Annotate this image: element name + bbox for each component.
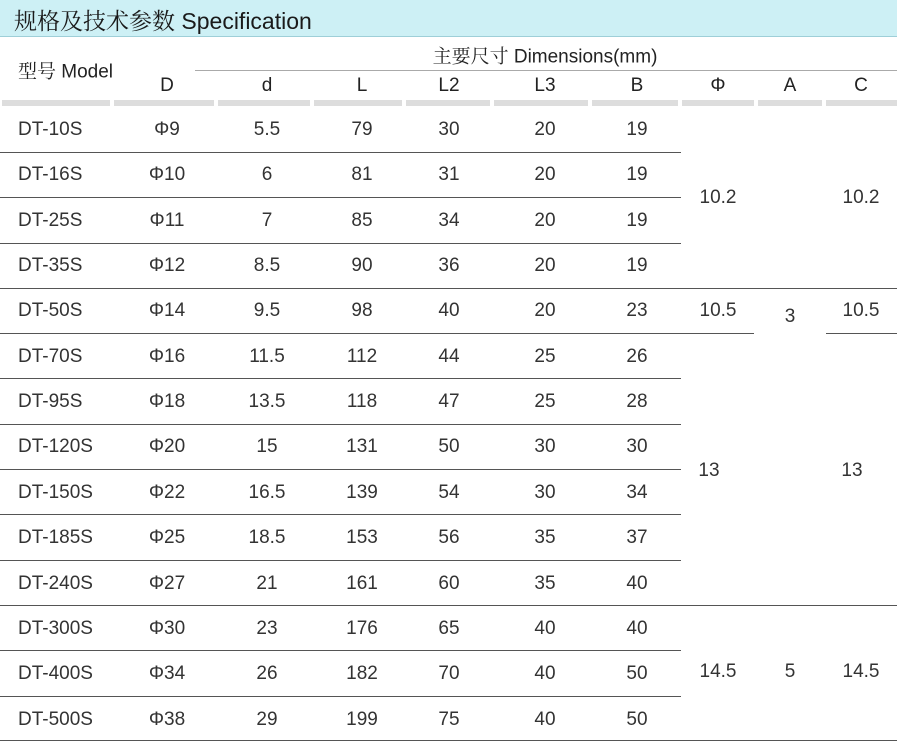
a-group-1: 3 (784, 306, 796, 327)
table-cell-B: 50 (626, 663, 648, 685)
table-cell-B: 19 (626, 255, 648, 277)
header-bar (114, 100, 214, 106)
table-cell-d: 29 (256, 708, 278, 730)
table-cell-L3: 35 (534, 527, 556, 549)
table-cell-L3: 20 (534, 209, 556, 231)
table-cell-D: Φ25 (148, 527, 186, 549)
table-cell-model: DT-150S (18, 481, 93, 503)
col-header-D: D (160, 75, 174, 96)
table-cell-B: 19 (626, 164, 648, 186)
c-group-3: 13 (841, 460, 863, 481)
header-model: 型号 Model (18, 61, 114, 83)
header-bar (826, 100, 897, 106)
phi-group-3: 13 (698, 460, 720, 481)
table-cell-d: 11.5 (249, 345, 285, 367)
table-cell-model: DT-16S (18, 164, 83, 186)
row-line (0, 605, 897, 606)
table-cell-model: DT-35S (18, 255, 83, 277)
table-cell-D: Φ27 (148, 572, 186, 594)
table-cell-L2: 50 (438, 436, 460, 458)
table-cell-L3: 35 (534, 572, 556, 594)
table-cell-B: 30 (626, 436, 648, 458)
table-cell-model: DT-50S (18, 300, 83, 322)
col-header-L3: L3 (534, 75, 556, 96)
table-cell-L3: 25 (534, 391, 556, 413)
table-cell-D: Φ12 (148, 255, 186, 277)
header-dimensions: 主要尺寸 Dimensions(mm) (432, 46, 658, 68)
table-cell-L: 85 (351, 209, 373, 231)
table-cell-d: 9.5 (253, 300, 281, 322)
header-bar (758, 100, 822, 106)
table-cell-B: 26 (626, 345, 648, 367)
header-bar (314, 100, 402, 106)
c-group-4: 14.5 (842, 661, 880, 682)
header-bar (2, 100, 110, 106)
table-cell-L3: 20 (534, 164, 556, 186)
table-cell-L: 81 (351, 164, 373, 186)
table-cell-d: 16.5 (248, 481, 286, 503)
header-divider (195, 70, 897, 71)
table-cell-L3: 30 (534, 436, 556, 458)
table-cell-D: Φ11 (149, 209, 185, 231)
phi-group-1: 10.2 (699, 187, 737, 208)
row-line (0, 243, 681, 244)
table-cell-d: 18.5 (248, 527, 286, 549)
header-bar (218, 100, 310, 106)
table-cell-L: 176 (346, 617, 378, 639)
table-cell-model: DT-25S (18, 209, 83, 231)
table-cell-d: 8.5 (253, 255, 281, 277)
col-header-L: L (356, 75, 368, 96)
header-bar (494, 100, 588, 106)
table-cell-B: 40 (626, 617, 648, 639)
table-cell-L: 131 (346, 436, 378, 458)
row-line (0, 514, 681, 515)
table-cell-L2: 34 (438, 209, 460, 231)
col-header-phi: Φ (710, 75, 726, 96)
table-cell-d: 7 (261, 209, 273, 231)
table-cell-B: 19 (626, 209, 648, 231)
row-line (0, 696, 681, 697)
table-cell-d: 26 (256, 663, 278, 685)
table-cell-model: DT-500S (18, 708, 93, 730)
table-cell-L: 199 (346, 708, 378, 730)
header-bar (406, 100, 490, 106)
table-cell-B: 34 (626, 481, 648, 503)
table-cell-L: 139 (346, 481, 378, 503)
row-line (0, 288, 897, 289)
table-cell-D: Φ10 (148, 164, 186, 186)
row-line (826, 333, 897, 334)
table-cell-L3: 25 (534, 345, 556, 367)
table-cell-L: 161 (346, 572, 378, 594)
row-line (0, 650, 681, 651)
page-title: 规格及技术参数 Specification (14, 8, 312, 34)
table-cell-d: 5.5 (253, 119, 281, 140)
table-cell-model: DT-10S (18, 119, 83, 140)
table-cell-L2: 60 (438, 572, 460, 594)
phi-group-2: 10.5 (699, 300, 737, 321)
table-cell-L2: 56 (438, 527, 460, 549)
table-cell-d: 21 (256, 572, 278, 594)
table-cell-model: DT-185S (18, 527, 93, 549)
table-cell-B: 19 (626, 119, 648, 140)
table-cell-L3: 30 (534, 481, 556, 503)
col-header-C: C (854, 75, 868, 96)
table-cell-L2: 31 (438, 164, 460, 186)
row-line (0, 378, 681, 379)
table-cell-d: 15 (256, 436, 278, 458)
c-group-1: 10.2 (842, 187, 880, 208)
table-cell-L: 98 (351, 300, 373, 322)
table-cell-L: 153 (346, 527, 378, 549)
table-cell-d: 23 (256, 617, 278, 639)
table-cell-model: DT-300S (18, 617, 93, 639)
table-cell-L2: 47 (438, 391, 460, 413)
col-header-d: d (261, 75, 273, 96)
table-cell-L2: 44 (438, 345, 460, 367)
table-cell-L2: 65 (438, 617, 460, 639)
table-cell-L3: 40 (534, 617, 556, 639)
table-cell-L2: 54 (438, 481, 460, 503)
table-cell-D: Φ16 (148, 345, 186, 367)
table-cell-L2: 75 (438, 708, 460, 730)
row-line (0, 152, 681, 153)
col-header-L2: L2 (438, 75, 460, 96)
table-cell-D: Φ30 (148, 617, 186, 639)
table-cell-B: 28 (626, 391, 648, 413)
table-cell-model: DT-95S (18, 391, 83, 413)
table-cell-L3: 40 (534, 663, 556, 685)
table-cell-model: DT-120S (18, 436, 93, 458)
col-header-B: B (630, 75, 644, 96)
table-cell-D: Φ14 (148, 300, 186, 322)
col-header-A: A (783, 75, 797, 96)
table-cell-model: DT-70S (18, 345, 83, 367)
table-cell-B: 40 (626, 572, 648, 594)
row-line (0, 740, 897, 741)
table-cell-D: Φ34 (148, 663, 186, 685)
a-group-2: 5 (784, 661, 796, 682)
table-cell-d: 13.5 (248, 391, 286, 413)
table-cell-B: 23 (626, 300, 648, 322)
phi-group-4: 14.5 (699, 661, 737, 682)
table-cell-D: Φ20 (148, 436, 186, 458)
table-cell-L2: 70 (438, 663, 460, 685)
row-line (0, 469, 681, 470)
table-cell-L3: 20 (534, 119, 556, 140)
table-cell-L: 182 (346, 663, 378, 685)
title-bar (0, 0, 897, 37)
table-cell-B: 50 (626, 708, 648, 730)
table-cell-model: DT-240S (18, 572, 93, 594)
table-cell-L3: 20 (534, 300, 556, 322)
table-cell-D: Φ22 (148, 481, 186, 503)
table-cell-B: 37 (626, 527, 648, 549)
table-cell-D: Φ38 (148, 708, 186, 730)
table-cell-L: 118 (346, 391, 378, 413)
row-line (0, 333, 754, 334)
table-cell-L3: 40 (534, 708, 556, 730)
row-line (0, 424, 681, 425)
row-line (0, 197, 681, 198)
table-cell-L2: 40 (438, 300, 460, 322)
row-line (0, 560, 681, 561)
table-cell-L3: 20 (534, 255, 556, 277)
table-cell-D: Φ9 (154, 119, 180, 140)
c-group-2: 10.5 (842, 300, 880, 321)
table-cell-L2: 36 (438, 255, 460, 277)
header-bar (592, 100, 678, 106)
table-cell-L2: 30 (438, 119, 460, 140)
table-cell-L: 90 (351, 255, 373, 277)
table-cell-L: 112 (346, 345, 378, 367)
table-cell-L: 79 (351, 119, 373, 140)
table-cell-d: 6 (261, 164, 273, 186)
header-bar (682, 100, 754, 106)
table-cell-model: DT-400S (18, 663, 93, 685)
table-cell-D: Φ18 (148, 391, 186, 413)
